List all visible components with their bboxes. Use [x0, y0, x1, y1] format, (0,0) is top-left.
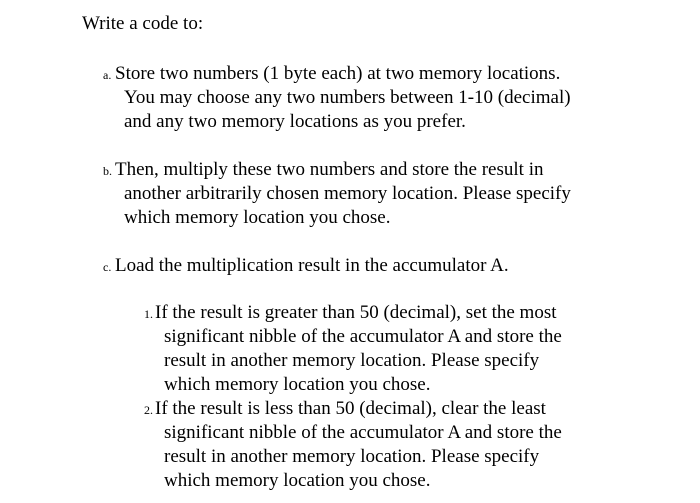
sub-list-marker: 2. [144, 403, 153, 417]
sub-list-item-text: If the result is less than 50 (decimal), clear the least [155, 398, 546, 419]
list-marker: b. [103, 164, 112, 178]
list-item-text: Store two numbers (1 byte each) at two memory locations. [115, 63, 561, 84]
sub-list-item-text: significant nibble of the accumulator A and store the [164, 422, 562, 443]
sub-list-item-text: significant nibble of the accumulator A and store the [164, 326, 562, 347]
list-marker: c. [103, 260, 112, 274]
list-item-text: You may choose any two numbers between 1-10 (decimal) [124, 87, 571, 108]
sub-list-item-text: result in another memory location. Please specify [164, 350, 540, 371]
sub-list-marker: 1. [144, 307, 153, 321]
sub-list-item-text: If the result is greater than 50 (decimal), set the most [155, 302, 557, 323]
list-item-c [103, 254, 509, 278]
list-item-text: another arbitrarily chosen memory location. Please specify [124, 183, 571, 204]
list-item-text: Load the multiplication result in the accumulator A. [115, 255, 509, 276]
list-marker: a. [103, 68, 112, 82]
sub-list-item-text: which memory location you chose. [164, 374, 431, 395]
sub-list-item-1 [144, 301, 562, 397]
sub-list-item-2 [144, 397, 562, 493]
sub-list-item-text: result in another memory location. Please specify [164, 446, 540, 467]
list-item-text: and any two memory locations as you prefer. [124, 111, 466, 132]
list-item-text: which memory location you chose. [124, 207, 391, 228]
sub-list-item-text: which memory location you chose. [164, 470, 431, 491]
list-item-a [103, 62, 571, 134]
list-item-text: Then, multiply these two numbers and store the result in [115, 159, 544, 180]
list-item-b [103, 158, 571, 230]
page-heading: Write a code to: [82, 13, 204, 34]
